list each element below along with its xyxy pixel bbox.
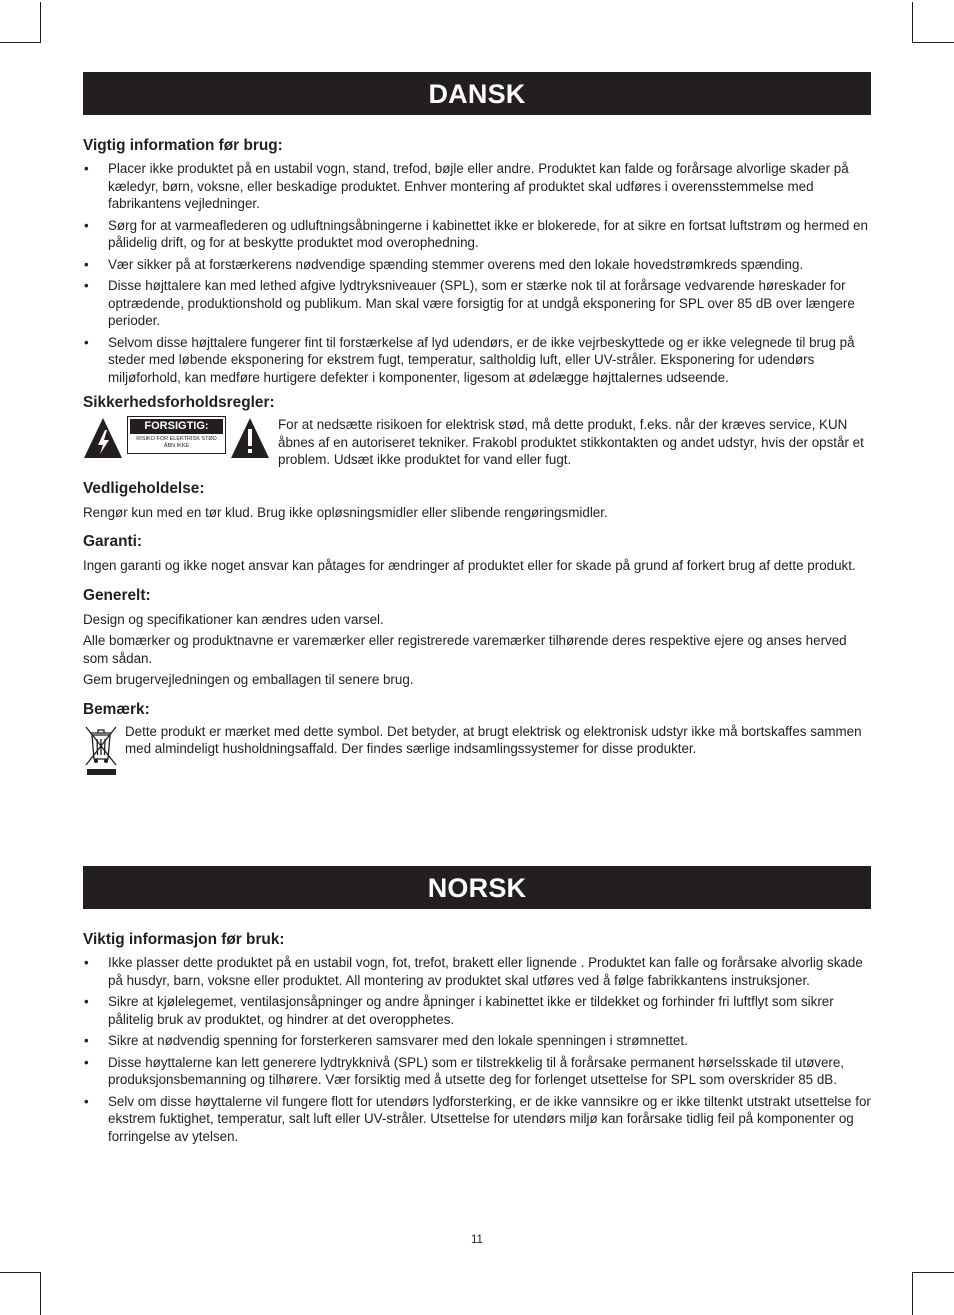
crossed-bin-icon [83,723,119,779]
safety-text: For at nedsætte risikoen for elektrisk stød, må dette produkt, f.eks. når der kræves service, KUN åbnes af en autoriseret tekniker. Frakobl produktet stikkontakten og andet udstyr, hvis der opstår et problem. Udsæt ikke produktet for vand eller fugt. [278,417,864,467]
caution-line-2: ÅBN IKKE [163,442,190,449]
dansk-warranty-text: Ingen garanti og ikke noget ansvar kan påtages for ændringer af produktet eller for skade på grund af forkert brug af dette produkt. [83,558,856,573]
exclamation-warning-icon [230,416,270,460]
dansk-general-text-3: Gem brugervejledningen og emballagen til senere brug. [83,672,414,687]
dansk-general-text-1: Design og specifikationer kan ændres uden varsel. [83,611,384,627]
page-number: 11 [471,1234,483,1246]
list-item: • Sikre at nødvendig spenning for forsterkeren samsvarer med den lokale spenningen i strømnettet. [84,1033,688,1048]
norsk-important-heading: Viktig informasjon før bruk: [83,931,285,948]
list-item: • Vær sikker på at forstærkerens nødvendige spænding stemmer overens med den lokale hovedstrømkreds spænding. [84,256,804,272]
dansk-maintenance-heading: Vedligeholdelse: [83,479,205,497]
dansk-general-text-2: Alle bomærker og produktnavne er varemærker eller registrerede varemærker tilhørende deres respektive ejere og anses herved som sådan. [83,633,847,666]
dansk-warranty-heading: Garanti: [83,533,143,550]
norsk-banner: NORSK [83,866,871,909]
safety-block [83,416,871,469]
list-item: • Sørg for at varmeaflederen og udluftningsåbningerne i kabinettet ikke er blokerede, for at sikre en fortsat luftstrøm og hermed en pålidelig drift, og for at beskytte produktet mod overophedning. [84,217,868,250]
caution-title: FORSIGTIG: [130,419,223,434]
list-item: • Selvom disse højttalere fungerer fint til forstærkelse af lyd udendørs, er de ikke vejrbeskyttede og er ikke velegnede til brug på steder med løbende eksponering for ekstrem fugt, temperatur, saltholdig luft, eller UV-stråler. Eksponering for udendørs miljøforhold, kan medføre hurtigere defekter i komponenter, ligesom at ødelægge højttalernes udseende. [84,334,855,385]
norsk-section [83,866,871,1149]
dansk-important-heading: Vigtig information før brug: [83,137,283,154]
list-item: • Sikre at kjølelegemet, ventilasjonsåpninger og andre åpninger i kabinettet ikke er tildekket og forhinder fri luftflyt som sikrer pålitelig bruk av produktet, og hindrer at det overopphetes. [84,994,834,1027]
crop-mark-top-left [0,2,41,43]
weee-block [83,723,871,779]
dansk-banner: DANSK [83,72,871,115]
crop-mark-top-right [912,2,954,43]
list-item: • Ikke plasser dette produktet på en ustabil vogn, fot, trefot, brakett eller lignende . Produktet kan falle og forårsake alvorlig skade på husdyr, barn, voksne eller produktet. All montering av produktet skal utføres ved å følge fabrikkantens instruksjoner. [84,955,863,988]
caution-label [127,416,226,454]
caution-line-1: RISIKO FOR ELEKTRISK STØD [136,436,217,442]
list-item: • Disse høyttalerne kan lett generere lydtrykknivå (SPL) som er tilstrekkelig til å forårsake permanent hørselsskade til utøvere, produksjonsbemanning og tilhørere. Vær forsiktig med å utsette deg for forlenget utsettelse for SPL som overskrider 85 dB. [84,1054,845,1087]
dansk-maintenance-text: Rengør kun med en tør klud. Brug ikke opløsningsmidler eller slibende rengøringsmidler. [83,504,608,520]
dansk-important-list [83,160,871,386]
list-item: • Selv om disse høyttalerne vil fungere flott for utendørs lydforsterking, er de ikke vannsikre og er ikke tiltenkt utstrakt utsettelse for ekstrem fuktighet, temperatur, salt luft eller UV-stråler. Utsettelse for utendørs miljø kan forårsake tidlig feil på komponenter og forringelse av ytelsen. [84,1093,871,1144]
dansk-note-text: Dette produkt er mærket med dette symbol. Det betyder, at brugt elektrisk og elektronisk udstyr ikke må bortskaffes sammen med almindeligt husholdningsaffald. Der findes særlige indsamlingssystemer for disse produkter. [125,723,862,756]
list-item: • Placer ikke produktet på en ustabil vogn, stand, trefod, bøjle eller andre. Produktet kan falde og forårsage alvorlige skader på kæledyr, børn, voksne, eller beskadige produktet. Enhver montering af produktet skal udføres i overensstemmelse med fabrikantens vejledninger. [84,161,849,211]
electric-shock-warning-icon [83,416,123,460]
norsk-important-list [83,954,871,1145]
crop-mark-bottom-right [912,1272,954,1315]
dansk-safety-heading: Sikkerhedsforholdsregler: [83,394,275,411]
dansk-note-heading: Bemærk: [83,700,150,718]
dansk-general-heading: Generelt: [83,586,151,604]
crop-mark-bottom-left [0,1272,41,1315]
dansk-section [83,72,871,779]
list-item: • Disse højttalere kan med lethed afgive lydtryksniveauer (SPL), som er stærke nok til at forårsage vedvarende høreskader for optrædende, produktionshold og publikum. Man skal være forsigtig for at undgå eksponering for SPL over 85 dB over længere perioder. [84,278,855,328]
